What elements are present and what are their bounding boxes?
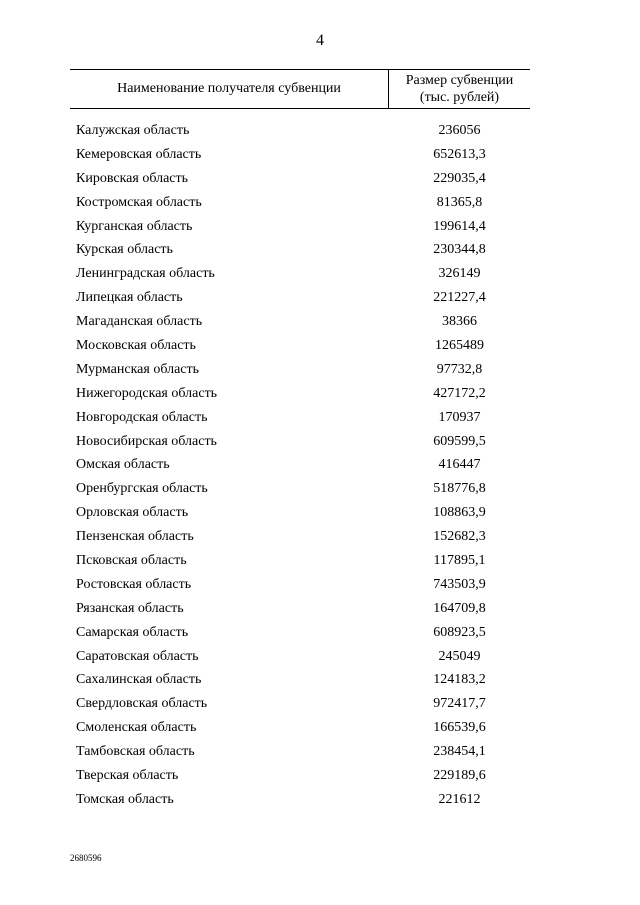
table-row	[70, 334, 530, 358]
table-row	[70, 262, 530, 286]
header-subsidy-amount	[389, 72, 530, 106]
document-code: 2680596	[70, 853, 102, 863]
subsidy-amount: 245049	[438, 648, 481, 664]
region-name: Омская область	[76, 457, 170, 473]
header-amount-line2: (тыс. рублей)	[419, 90, 500, 105]
subsidy-amount: 427172,2	[433, 385, 486, 401]
table-row	[70, 668, 530, 692]
region-name: Псковская область	[76, 553, 187, 569]
table-row	[70, 191, 530, 215]
table-row	[70, 119, 530, 143]
table-row	[70, 716, 530, 740]
region-name: Магаданская область	[76, 314, 203, 330]
table-row	[70, 788, 530, 812]
region-name: Ростовская область	[76, 576, 192, 592]
table-row	[70, 382, 530, 406]
table-row	[70, 453, 530, 477]
region-name: Самарская область	[76, 624, 189, 640]
header-amount-line1: Размер субвенции	[405, 73, 514, 88]
table-row	[70, 477, 530, 501]
subsidy-table	[70, 69, 530, 812]
table-row	[70, 167, 530, 191]
subsidy-amount: 743503,9	[433, 576, 486, 592]
subsidy-amount: 229189,6	[433, 768, 486, 784]
table-row	[70, 645, 530, 669]
table-row	[70, 406, 530, 430]
table-row	[70, 740, 530, 764]
table-row	[70, 286, 530, 310]
region-name: Курская область	[76, 242, 173, 258]
subsidy-amount: 97732,8	[436, 361, 483, 377]
subsidy-amount: 221227,4	[433, 290, 486, 306]
subsidy-amount: 124183,2	[433, 672, 486, 688]
region-name: Сахалинская область	[76, 672, 202, 688]
region-name: Мурманская область	[76, 361, 200, 377]
subsidy-amount: 166539,6	[433, 720, 486, 736]
subsidy-amount: 38366	[442, 314, 477, 330]
table-row	[70, 358, 530, 382]
region-name: Московская область	[76, 338, 196, 354]
region-name: Томская область	[76, 791, 174, 807]
subsidy-amount: 518776,8	[433, 481, 486, 497]
table-row	[70, 621, 530, 645]
subsidy-amount: 117895,1	[433, 553, 486, 569]
table-row	[70, 238, 530, 262]
table-row	[70, 525, 530, 549]
region-name: Орловская область	[76, 505, 189, 521]
region-name: Нижегородская область	[76, 385, 218, 401]
subsidy-amount: 199614,4	[433, 218, 486, 234]
page-number: 4	[316, 32, 324, 49]
subsidy-amount: 1265489	[435, 338, 484, 354]
subsidy-amount: 972417,7	[433, 696, 486, 712]
table-row	[70, 143, 530, 167]
subsidy-amount: 221612	[438, 791, 481, 807]
subsidy-amount: 164709,8	[433, 600, 486, 616]
table-header	[70, 69, 530, 109]
table-row	[70, 430, 530, 454]
subsidy-amount: 326149	[438, 266, 481, 282]
table-row	[70, 764, 530, 788]
region-name: Новгородская область	[76, 409, 208, 425]
subsidy-amount: 238454,1	[433, 744, 486, 760]
region-name: Кировская область	[76, 170, 189, 186]
subsidy-amount: 416447	[438, 457, 481, 473]
subsidy-amount: 152682,3	[433, 529, 486, 545]
region-name: Пензенская область	[76, 529, 194, 545]
region-name: Смоленская область	[76, 720, 197, 736]
subsidy-amount: 609599,5	[433, 433, 486, 449]
region-name: Рязанская область	[76, 600, 184, 616]
subsidy-amount: 236056	[438, 123, 481, 138]
subsidy-amount: 652613,3	[433, 146, 486, 162]
subsidy-amount: 229035,4	[433, 170, 486, 186]
subsidy-amount: 230344,8	[433, 242, 486, 258]
table-row	[70, 597, 530, 621]
table-row	[70, 549, 530, 573]
region-name: Тверская область	[76, 768, 179, 784]
table-body	[70, 119, 530, 812]
table-row	[70, 215, 530, 239]
table-row	[70, 501, 530, 525]
region-name: Тамбовская область	[76, 744, 195, 760]
region-name: Свердловская область	[76, 696, 208, 712]
table-row	[70, 573, 530, 597]
header-recipient-name: Наименование получателя субвенции	[117, 81, 341, 96]
subsidy-amount: 170937	[438, 409, 481, 425]
region-name: Новосибирская область	[76, 433, 217, 449]
subsidy-amount: 108863,9	[433, 505, 486, 521]
subsidy-amount: 608923,5	[433, 624, 486, 640]
region-name: Калужская область	[76, 123, 190, 138]
table-row	[70, 310, 530, 334]
region-name: Ленинградская область	[76, 266, 215, 282]
region-name: Саратовская область	[76, 648, 199, 664]
region-name: Кемеровская область	[76, 146, 202, 162]
region-name: Костромская область	[76, 194, 202, 210]
region-name: Оренбургская область	[76, 481, 208, 497]
table-row	[70, 692, 530, 716]
region-name: Липецкая область	[76, 290, 183, 306]
subsidy-amount: 81365,8	[436, 194, 483, 210]
region-name: Курганская область	[76, 218, 193, 234]
